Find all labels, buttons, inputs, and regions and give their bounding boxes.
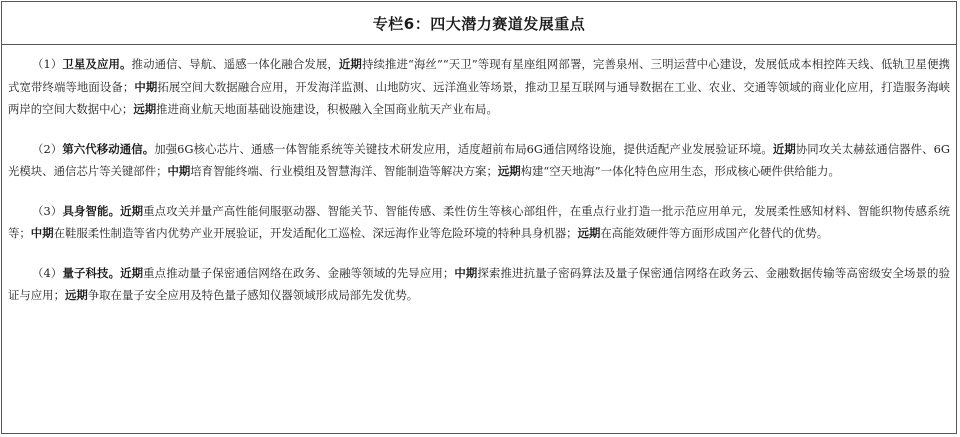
body-text: 重点攻关并量产高性能伺服驱动器、智能关节、智能传感、柔性仿生等核心部组件，在重点行业打造一批示范应用单元，发展柔性感知材料、智能织物传感系统等； [8, 203, 950, 240]
body-text: 拓展空间大数据融合应用，开发海洋监测、山地防灾、远洋渔业等场景，推动卫星互联网与通导数据在工业、农业、交通等领域的商业化应用，打造服务海峡两岸的空间大数据中心； [8, 79, 950, 116]
emphasis-text: 中期 [30, 226, 54, 240]
body-text: （2） [32, 141, 63, 156]
emphasis-text: 中期 [134, 79, 158, 94]
emphasis-text: 远期 [577, 226, 601, 240]
body-text: 持续推进“海丝”“天卫”等现有星座组网部署，完善泉州、三明运营中心建设，发展低成本相控阵天线、低轨卫星便携式宽带终端等地面设备； [8, 57, 950, 94]
emphasis-text: 近期 [772, 141, 796, 156]
emphasis-text: 具身智能。 [62, 203, 121, 218]
body-text: 在高能效硬件等方面形成国产化替代的优势。 [600, 226, 829, 240]
emphasis-text: 卫星及应用。 [62, 57, 132, 71]
emphasis-text: 近期 [120, 265, 144, 280]
body-text: 协同攻关太赫兹通信器件、6G光模块、通信芯片等关键部件； [8, 141, 950, 178]
body-text: 培育智能终端、行业模组及智慧海洋、智能制造等解决方案； [190, 164, 498, 178]
section-quantum [8, 262, 950, 307]
body-text: 探索推进抗量子密码算法及量子保密通信网络在政务云、金融数据传输等高密级安全场景的验证与应用； [8, 265, 950, 302]
emphasis-text: 中期 [454, 265, 478, 280]
body-text: （4） [32, 265, 63, 280]
body-text: 争取在量子安全应用及特色量子感知仪器领域形成局部先发优势。 [87, 288, 419, 302]
box-title: 专栏6：四大潜力赛道发展重点 [372, 14, 586, 33]
emphasis-text: 近期 [338, 57, 362, 71]
body-text: 推进商业航天地面基础设施建设，积极融入全国商业航天产业布局。 [156, 102, 498, 116]
emphasis-text: 中期 [167, 164, 191, 178]
body-text: 构建“空天地海”一体化特色应用生态，形成核心硬件供给能力。 [520, 164, 840, 178]
emphasis-text: 量子科技。 [62, 265, 121, 280]
emphasis-text: 远期 [64, 288, 88, 302]
section-6g [8, 138, 950, 183]
emphasis-text: 远期 [497, 164, 521, 178]
feature-box [1, 1, 957, 434]
section-embodied-ai [8, 200, 950, 245]
body-text: 重点推动量子保密通信网络在政务、金融等领域的先导应用； [143, 265, 455, 280]
emphasis-text: 远期 [133, 102, 157, 116]
box-content [2, 45, 956, 307]
emphasis-text: 近期 [120, 203, 144, 218]
emphasis-text: 第六代移动通信。 [62, 141, 155, 156]
body-text: 推动通信、导航、遥感一体化融合发展， [131, 57, 339, 71]
body-text: （3） [32, 203, 63, 218]
section-satellite [8, 53, 950, 121]
title-bar [2, 2, 956, 45]
body-text: （1） [32, 57, 63, 71]
body-text: 加强6G核心芯片、通感一体智能系统等关键技术研发应用，适度超前布局6G通信网络设施，提供适配产业发展验证环境。 [154, 141, 773, 156]
body-text: 在鞋服柔性制造等省内优势产业开展验证，开发适配化工巡检、深远海作业等危险环境的特种具身机器； [53, 226, 578, 240]
